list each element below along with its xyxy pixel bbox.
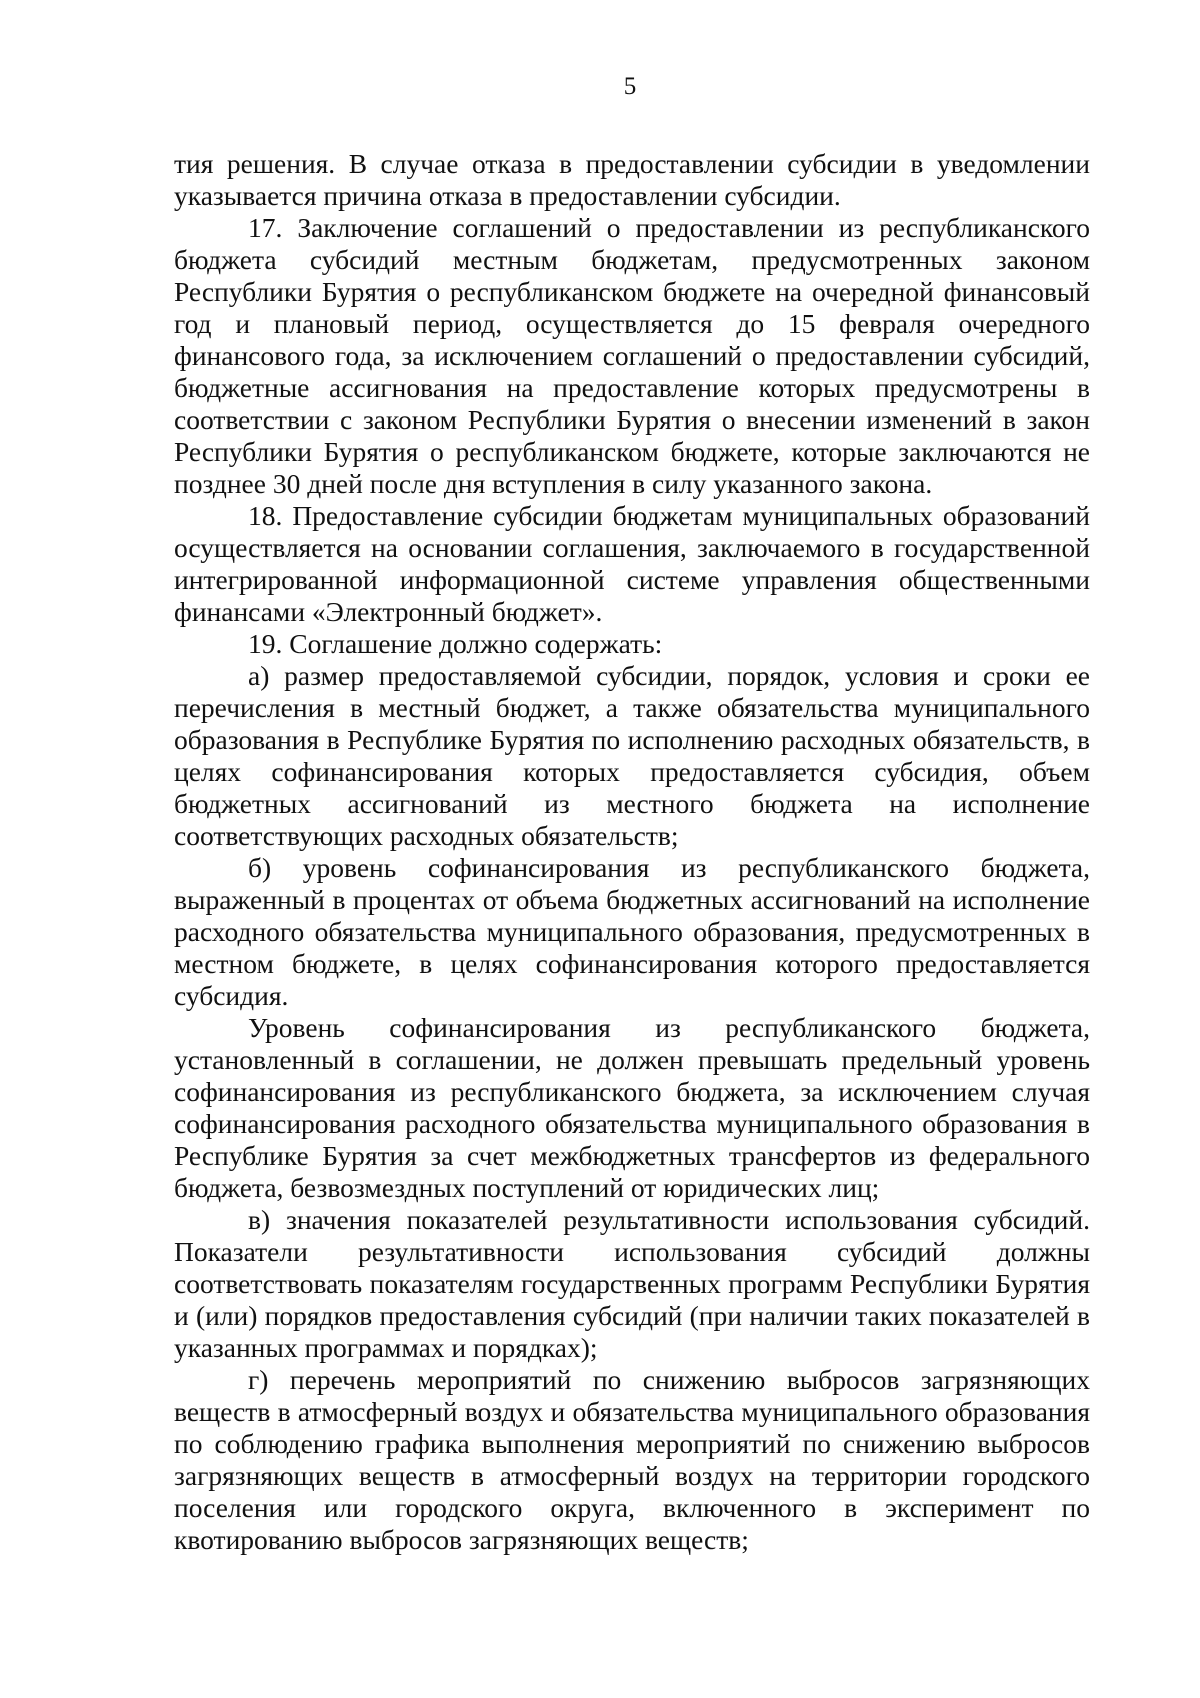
paragraph-item-18: 18. Предоставление субсидии бюджетам муниципальных образований осуществляется на основании соглашения, заключаемого в государственной интегрированной информационной системе управления общественными финансами «Электронный бюджет». (174, 500, 1090, 627)
paragraph-item-17: 17. Заключение соглашений о предоставлении из республиканского бюджета субсидий местным бюджетам, предусмотренных законом Республики Бурятия о республиканском бюджете на очередной финансовый год и плановый период, осуществляется до 15 февраля очередного финансового года, за исключением соглашений о предоставлении субсидий, бюджетные ассигнования на предоставление которых предусмотрены в соответствии с законом Республики Бурятия о внесении изменений в закон Республики Бурятия о республиканском бюджете, которые заключаются не позднее 30 дней после дня вступления в силу указанного закона. (174, 212, 1090, 499)
paragraph-continuation: тия решения. В случае отказа в предоставлении субсидии в уведомлении указывается причина отказа в предоставлении субсидии. (174, 148, 1090, 211)
paragraph-subitem-a: а) размер предоставляемой субсидии, порядок, условия и сроки ее перечисления в местный бюджет, а также обязательства муниципального образования в Республике Бурятия по исполнению расходных обязательств, в целях софинансирования которых предоставляется субсидия, объем бюджетных ассигнований из местного бюджета на исполнение соответствующих расходных обязательств; (174, 660, 1090, 851)
page-number: 5 (623, 73, 637, 100)
paragraph-subitem-v: в) значения показателей результативности использования субсидий. Показатели результативности использования субсидий должны соответствовать показателям государственных программ Республики Бурятия и (или) порядков предоставления субсидий (при наличии таких показателей в указанных программах и порядках); (174, 1204, 1090, 1363)
paragraph-subitem-g: г) перечень мероприятий по снижению выбросов загрязняющих веществ в атмосферный воздух и обязательства муниципального образования по соблюдению графика выполнения мероприятий по снижению выбросов загрязняющих веществ в атмосферный воздух на территории городского поселения или городского округа, включенного в эксперимент по квотированию выбросов загрязняющих веществ; (174, 1364, 1090, 1555)
paragraph-item-19: 19. Соглашение должно содержать: (248, 628, 663, 659)
document-body (174, 148, 1090, 1556)
paragraph-subitem-b: б) уровень софинансирования из республиканского бюджета, выраженный в процентах от объема бюджетных ассигнований на исполнение расходного обязательства муниципального образования, предусмотренных в местном бюджете, в целях софинансирования которого предоставляется субсидия. (174, 852, 1090, 1011)
paragraph-cofinancing-level: Уровень софинансирования из республиканского бюджета, установленный в соглашении, не должен превышать предельный уровень софинансирования из республиканского бюджета, за исключением случая софинансирования расходного обязательства муниципального образования в Республике Бурятия за счет межбюджетных трансфертов из федерального бюджета, безвозмездных поступлений от юридических лиц; (174, 1012, 1090, 1203)
